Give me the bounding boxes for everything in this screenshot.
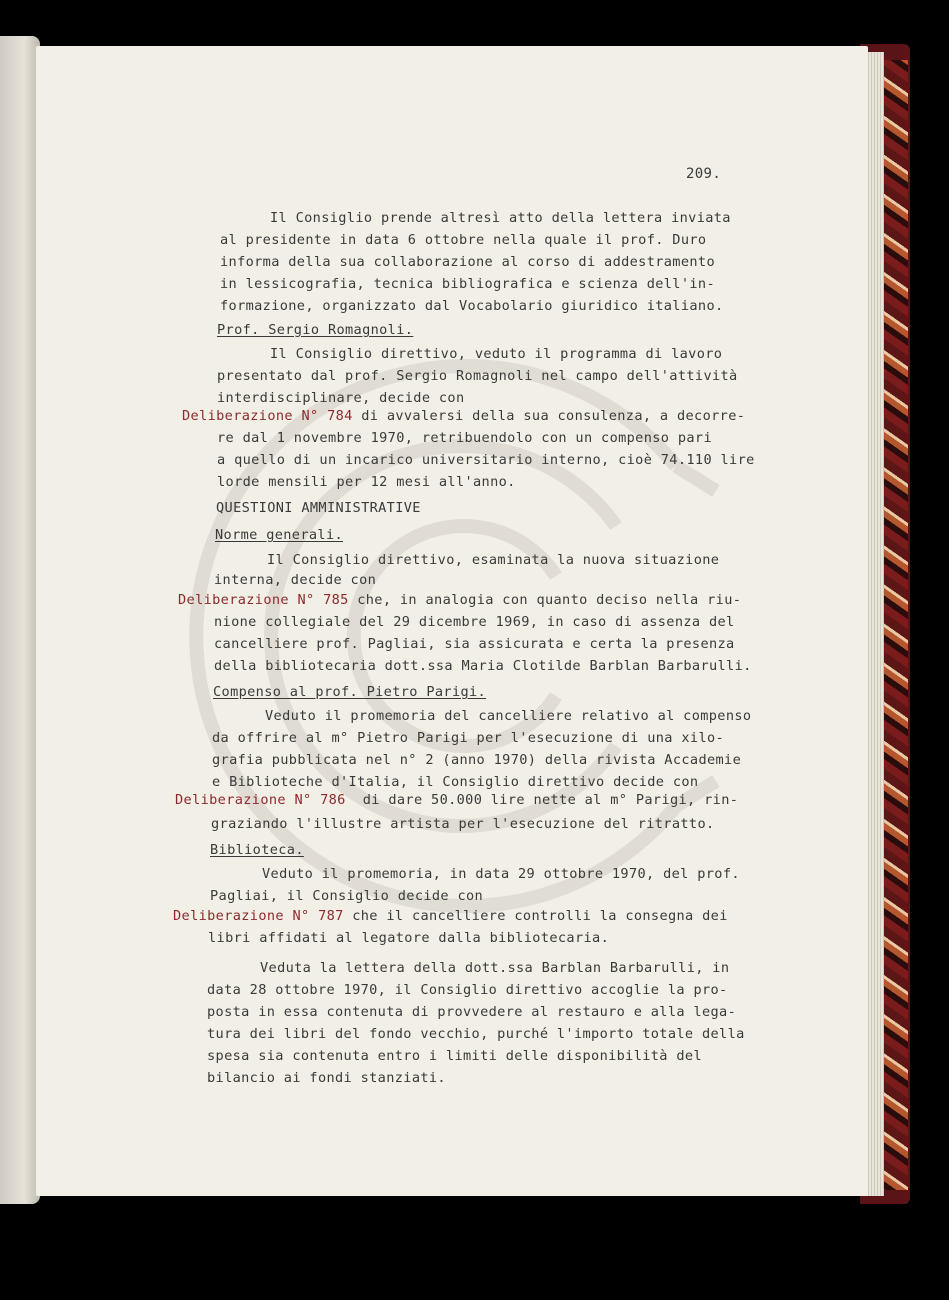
text-line: e Biblioteche d'Italia, il Consiglio direttivo decide con [212, 774, 699, 790]
text-line: informa della sua collaborazione al corso di addestramento [220, 254, 715, 270]
section-title: QUESTIONI AMMINISTRATIVE [216, 500, 421, 516]
text-line: di avvalersi della sua consulenza, a decorre- [352, 408, 746, 424]
text-line: a quello di un incarico universitario interno, cioè 74.110 lire [217, 452, 755, 468]
text-line: grafia pubblicata nel n° 2 (anno 1970) della rivista Accademie [212, 752, 742, 768]
text-line: Il Consiglio direttivo, esaminata la nuova situazione [267, 552, 720, 568]
deliberation-line [178, 592, 741, 608]
page-number: 209. [686, 166, 722, 182]
text-line: di dare 50.000 lire nette al m° Parigi, rin- [345, 792, 739, 808]
deliberation-label: Deliberazione N° 785 [178, 592, 349, 608]
text-line: Pagliai, il Consiglio decide con [210, 888, 484, 904]
text-line: spesa sia contenuta entro i limiti delle disponibilità del [207, 1048, 702, 1064]
text-line: data 28 ottobre 1970, il Consiglio direttivo accoglie la pro- [207, 982, 728, 998]
text-line: Veduto il promemoria del cancelliere relativo al compenso [265, 708, 752, 724]
text-line: cancelliere prof. Pagliai, sia assicurata e certa la presenza [214, 636, 735, 652]
text-line: interna, decide con [214, 572, 377, 588]
text-line: che, in analogia con quanto deciso nella riu- [348, 592, 742, 608]
deliberation-line [182, 408, 745, 424]
section-heading: Biblioteca. [210, 842, 304, 858]
document-page [36, 46, 868, 1196]
text-line: tura dei libri del fondo vecchio, purché l'importo totale della [207, 1026, 745, 1042]
text-line: che il cancelliere controlli la consegna dei [343, 908, 728, 924]
text-line: Il Consiglio direttivo, veduto il programma di lavoro [270, 346, 723, 362]
text-line: libri affidati al legatore dalla bibliotecaria. [208, 930, 610, 946]
facing-page-edge [0, 36, 40, 1204]
text-line: re dal 1 novembre 1970, retribuendolo con un compenso pari [217, 430, 712, 446]
text-line: bilancio ai fondi stanziati. [207, 1070, 446, 1086]
text-line: Veduta la lettera della dott.ssa Barblan Barbarulli, in [260, 960, 730, 976]
text-line: interdisciplinare, decide con [217, 390, 465, 406]
text-line: lorde mensili per 12 mesi all'anno. [217, 474, 516, 490]
deliberation-label: Deliberazione N° 786 [175, 792, 346, 808]
text-line: graziando l'illustre artista per l'esecuzione del ritratto. [211, 816, 715, 832]
deliberation-label: Deliberazione N° 784 [182, 408, 353, 424]
deliberation-label: Deliberazione N° 787 [173, 908, 344, 924]
text-line: della bibliotecaria dott.ssa Maria Clotilde Barblan Barbarulli. [214, 658, 752, 674]
text-line: al presidente in data 6 ottobre nella quale il prof. Duro [220, 232, 707, 248]
section-heading: Norme generali. [215, 527, 344, 543]
text-line: da offrire al m° Pietro Parigi per l'esecuzione di una xilo- [212, 730, 725, 746]
section-heading: Prof. Sergio Romagnoli. [217, 322, 414, 338]
text-line: Veduto il promemoria, in data 29 ottobre 1970, del prof. [262, 866, 740, 882]
section-heading: Compenso al prof. Pietro Parigi. [213, 684, 487, 700]
text-line: formazione, organizzato dal Vocabolario giuridico italiano. [220, 298, 724, 314]
text-line: posta in essa contenuta di provvedere al restauro e alla lega- [207, 1004, 737, 1020]
deliberation-line [175, 792, 738, 808]
deliberation-line [173, 908, 728, 924]
text-line: presentato dal prof. Sergio Romagnoli nel campo dell'attività [217, 368, 738, 384]
text-line: Il Consiglio prende altresì atto della lettera inviata [270, 210, 731, 226]
text-line: in lessicografia, tecnica bibliografica e scienza dell'in- [220, 276, 715, 292]
text-line: nione collegiale del 29 dicembre 1969, in caso di assenza del [214, 614, 735, 630]
